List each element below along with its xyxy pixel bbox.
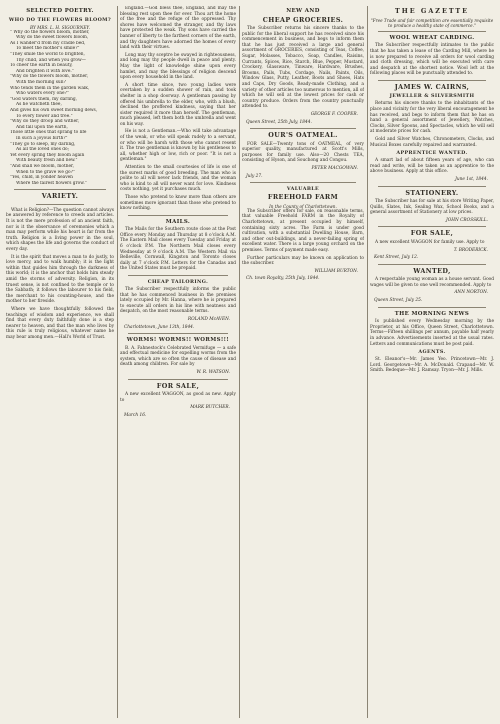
- freehold-text: The Subscriber offers for sale, on reasonable terms, that valuable Freehold FARM in the Royalty of Charlottetown, at present occupied by himself, containing sixty acres. The Farm is under good cultivation, with a substantial Dwelling House, Barn, and other out-buildings, and a never-failing spring of excellent water. There is a large young orchard on the premises. Terms of payment made easy.: [242, 208, 364, 254]
- article-paragraph: Attention to the small courtesies of life is one of the surest marks of good breeding. The man who is polite to all will never lack friends, and the woman who is kind to all will never want for love. Kindness costs nothing, yet it purchases much.: [120, 165, 236, 193]
- cheap-tailoring-header: CHEAP TAILORING.: [147, 279, 209, 286]
- for-sale-date: March 16.: [124, 412, 147, 418]
- column-divider: [239, 6, 240, 718]
- jeweller-text: Returns his sincere thanks to the inhabitants of the place and vicinity for the very liberal encouragement he has received, and begs to inform them that he has on hand a general assortment of Jewellery, Watches, Clocks, Silver Spoons, and Spectacles, which he will sell at moderate prices for cash.: [370, 101, 494, 135]
- section-rule: [128, 275, 228, 276]
- for-sale-header: FOR SALE,: [156, 381, 200, 390]
- stationery-signature: JOHN CROSSKILL.: [446, 217, 488, 223]
- poem-line: Those little ones that sprang to life: [10, 130, 87, 136]
- apprentice-header: APPRENTICE WANTED.: [396, 150, 468, 157]
- oatmeal-date: July 27.: [246, 173, 263, 179]
- agents-text: St. Eleanor's—Mr. James Yeo. Princetown—Mr. J. Lord. Georgetown—Mr. A. McDonald. Crapaud—Mr. W. Smith. Bedeque—Mr. J. Ramsay. Tryon—Mr. J. Mills.: [370, 357, 494, 374]
- poem-line: "Why do the flowers bloom, mother,: [10, 74, 89, 80]
- poem-line: As all the loved ones do;: [16, 147, 70, 153]
- poem-body: [6, 30, 114, 187]
- worms-text: B. A. Fahnestock's Celebrated Vermifuge — a safe and effectual medicine for expelling worms from the system, which are so often the cause of disease and death among children. For sale by: [120, 345, 236, 368]
- wanted-date: Queen Street, July 25.: [374, 298, 423, 304]
- jeweller-name: JAMES W. CAIRNS,: [394, 82, 470, 91]
- article-paragraph: He is not a Gentleman.—Who will take advantage of the weak, or who will speak rudely to a servant, or who will be harsh with those who cannot resent it. The true gentleman is known by his gentleness to all, whether high or low, rich or poor. "It is not a gentleman.": [120, 129, 236, 163]
- agents-header: AGENTS.: [418, 349, 446, 356]
- apprentice-text: A smart lad of about fifteen years of age, who can read and write, will be taken as an apprentice to the above business. Apply at this office.: [370, 158, 494, 175]
- section-rule: [378, 186, 486, 187]
- worms-signature: W. R. WATSON.: [196, 370, 230, 376]
- cheap-tailoring-date: Charlottetown, June 13th, 1844.: [124, 324, 195, 330]
- stationery-header: STATIONERY.: [405, 188, 459, 197]
- worms-header: WORMS! WORMS!! WORMS!!!: [126, 337, 230, 344]
- poem-line: And gives his own sweet morning dews,: [10, 108, 98, 114]
- article-paragraph: Long may thy sceptre be swayed in righteousness, and long may thy people dwell in peace and plenty. May the light of knowledge shine upon every hamlet, and may the blessings of religion descend upon every household in the land.: [120, 52, 236, 81]
- poem-line: Who tends them in the garden walk,: [10, 85, 90, 91]
- mails-text: The Mails for the Southern route close at the Post Office every Monday and Thursday at 8 o'clock A.M. The Eastern Mail closes every Tuesday and Friday at 6 o'clock P.M. The Northern Mail closes every Wednesday at 9 o'clock A.M. The Western Mail via Belleville, Cornwall, Kingston and Toronto closes daily at 7 o'clock P.M. Letters for the Canadas and the United States must be prepaid.: [120, 227, 236, 272]
- motto: "Free Trade and fair competition are essentially requisite to produce a healthy state of commerce.": [370, 17, 494, 28]
- poem-line: To every flower and tree.": [16, 113, 73, 119]
- for-sale-signature: MARK BUTCHER.: [190, 405, 230, 411]
- poetry-header: SELECTED POETRY.: [26, 8, 94, 14]
- freehold-subheader: In the County of Charlottetown.: [269, 203, 337, 209]
- section-rule: [378, 307, 486, 308]
- poem-title: WHO DO THE FLOWERS BLOOM?: [8, 16, 112, 23]
- poem-line: To cheer the earth in beauty,: [10, 63, 73, 69]
- freehold-signature: WILLIAM BURTON.: [314, 268, 358, 274]
- poem-line: And fall upon the earth,: [16, 124, 68, 130]
- poem-line: "Yes, child, in yonder heaven: [10, 175, 73, 181]
- poem-line: To meet the mother's smile?": [16, 46, 80, 52]
- article-paragraph: Those who pretend to know more than others are sometimes more ignorant than those who pretend to know nothing.: [120, 195, 236, 212]
- article-paragraph: A short time since, two young ladies were overtaken by a sudden shower of rain, and took shelter in a shop doorway. A gentleman passing by offered his umbrella to the elder, who, with a blush, declined the proffered kindness, saying that her sister required it more than herself. The gentleman, much pleased, left them both the umbrella and went on his way.: [120, 82, 236, 127]
- apprentice-date: June 1st, 1844.: [455, 177, 488, 182]
- freehold-farm-header: FREEHOLD FARM: [267, 193, 339, 202]
- poem-line: "And shall we bloom, mother,: [10, 163, 74, 169]
- section-rule: [128, 333, 228, 334]
- groceries-text: The Subscriber returns his sincere thanks to the public for the liberal support he has received since his commencement in business, and begs to inform them that he has just received a large and general assortment of GROCERIES, consisting of Teas, Coffee, Sugar, Molasses, Tobacco, Soap, Candles, Raisins, Currants, Spices, Rice, Starch, Blue, Pepper, Mustard, Crockery, Glassware, Tinware, Hardware, Brushes, Brooms, Pails, Tubs, Cordage, Nails, Paints, Oils, Window Glass, Putty, Leather, Boots and Shoes, Hats and Caps, Dry Goods, Ready-made Clothing, and a variety of other articles too numerous to mention, all of which he will sell at the lowest prices for cash or country produce. Orders from the country punctually attended to.: [242, 26, 364, 110]
- morning-news-header: THE MORNING NEWS: [394, 310, 470, 317]
- article-paragraph: Where we have thoughtfully followed the teachings of wisdom and experience, we shall find that every duty faithfully done is a step nearer to heaven, and that the man who lives by this rule is truly religious, whatever name he may bear among men.—Hall's World of Trust.: [6, 306, 114, 340]
- column-divider: [117, 6, 118, 718]
- section-rule: [378, 31, 486, 32]
- wanted-header: WANTED,: [413, 266, 451, 275]
- oatmeal-text: FOR SALE—Twenty tons of OATMEAL, of very superior quality, manufactured at Scott's Mills, purposes for family use. Also—20 Chests TEA, consisting of Hyson, and Souchong and Congou.: [242, 141, 364, 164]
- freehold-text: Further particulars may be known on application to the subscriber.: [242, 255, 364, 267]
- stationery-text: The Subscriber has for sale at his store Writing Paper, Quills, Slates, Ink, Sealing Wax, School Books, and a general assortment of Stationery at low prices.: [370, 199, 494, 216]
- column-4: [370, 6, 494, 718]
- cheap-groceries-header: CHEAP GROCERIES.: [262, 15, 344, 24]
- oatmeal-signature: PETER MACGOWAN.: [311, 165, 358, 171]
- new-and-header: NEW AND: [286, 8, 320, 14]
- oatmeal-header: OUR'S OATMEAL.: [268, 131, 338, 140]
- for-sale-text: A new excellent WAGGON for family use. Apply to: [375, 239, 485, 245]
- poem-line: "Why do they droop and wither,: [10, 119, 80, 125]
- poem-line: As he watcheth thee,: [16, 102, 62, 108]
- poem-line: Yet every spring they bloom again: [10, 152, 85, 158]
- poem-line: "God waters them, my darling,: [10, 96, 77, 102]
- wanted-signature: ANN NORTON.: [454, 290, 488, 296]
- wool-carding-text: The Subscriber respectfully intimates to the public that he has taken a lease of the Carding Mill, where he is now prepared to receive all orders for wool carding and cloth dressing, which will be executed with care and despatch at the shortest notice. Wool left at the following places will be punctually attended to.: [370, 43, 494, 77]
- section-rule: [378, 226, 486, 227]
- poem-line: " Why do the flowers bloom, mother,: [10, 29, 90, 35]
- for-sale-signature: T. BRODERICK.: [453, 247, 488, 253]
- poem-line: Where the fairest flowers grow.": [16, 180, 87, 186]
- section-rule: [14, 189, 106, 190]
- section-rule: [128, 379, 228, 380]
- cheap-tailoring-signature: ROLAND McAVEN.: [187, 317, 230, 322]
- poem-line: In such a joyous birth?": [16, 135, 68, 141]
- for-sale-header: FOR SALE,: [410, 229, 454, 238]
- poem-line: When to the grave we go?": [16, 169, 75, 175]
- poem-line: "They smile the world to brighten,: [10, 52, 85, 58]
- groceries-signature: GEORGE F. COOPER.: [310, 111, 358, 117]
- poem-line: And brighten it with love.": [16, 68, 74, 74]
- for-sale-date: Kent Street, July 12.: [374, 255, 419, 261]
- section-rule: [250, 182, 356, 183]
- freehold-date: Ch. town Royalty, 25th July, 1844.: [246, 276, 320, 282]
- poem-line: Why do the sweet flowers bloom,: [16, 35, 89, 41]
- poem-byline: BY MRS. L. H. SIGOURNEY.: [30, 24, 90, 30]
- section-rule: [378, 80, 486, 81]
- for-sale-text: A new excellent WAGGON, as good as new. Apply to: [120, 392, 236, 403]
- morning-news-text: Is published every Wednesday morning by the Proprietor, at his Office, Queen Street, Charlottetown. Terms—Fifteen shillings per annum, payable half yearly in advance. Advertisements inserted at the usual rates. Letters and communications must be post paid.: [370, 319, 494, 347]
- poem-line: Thy child, and when you grow—: [16, 57, 86, 63]
- article-paragraph: England.—God bless thee, England, and may the blessing rest upon thee for ever. Thou art the home of the free and the refuge of the oppressed. Thy shores have welcomed the stranger, and thy laws have protected the weak. Thy sons have carried the banner of liberty to the farthest corners of the earth, and thy daughters have adorned the homes of every land with their virtues.: [120, 6, 236, 51]
- cheap-tailoring-text: The Subscriber respectfully informs the public that he has commenced business in the premises lately occupied by Mr. Hanna, where he is prepared to execute all orders in his line with neatness and despatch, on the most reasonable terms.: [120, 287, 236, 315]
- wool-carding-header: WOOL WHEAT CARDING.: [389, 34, 475, 41]
- variety-header: VARIETY.: [41, 192, 79, 201]
- poem-line: With beauty fresh and new.": [16, 158, 78, 164]
- column-1: [6, 6, 114, 718]
- column-2: [120, 6, 236, 718]
- section-rule: [378, 264, 486, 265]
- groceries-date: Queen Street, 25th July, 1844.: [246, 119, 312, 125]
- section-rule: [36, 204, 84, 205]
- column-3: [242, 6, 364, 718]
- section-rule: [250, 128, 356, 129]
- section-rule: [128, 215, 228, 216]
- article-paragraph: It is the spirit that moves a man to do justly, to love mercy, and to walk humbly; it is the light within that guides him through the darkness of this world; it is the anchor that holds him steady amid the storms of adversity. Religion, in its truest sense, is not confined to the temple or to the Sabbath; it follows the labourer to his field, the merchant to his counting-house, and the mother to her fireside.: [6, 254, 114, 305]
- jeweller-header: JEWELLER & SILVERSMITH: [389, 93, 475, 100]
- jeweller-text: Gold and Silver Watches, Chronometers, Clocks, and Musical Boxes carefully repaired and warranted.: [370, 137, 494, 148]
- poem-line: Who waters every one?": [16, 91, 69, 97]
- masthead: THE GAZETTE: [395, 7, 469, 15]
- wanted-text: A respectable young woman as a house servant. Good wages will be given to one well recommended. Apply to: [370, 277, 494, 288]
- poem-line: As I wander'd from my cradle bed,: [10, 40, 86, 46]
- poem-line: With the morning sun?: [16, 80, 66, 86]
- article-paragraph: What is Religion?—The question cannot always be answered by reference to creeds and articles. It is not the mere profession of an ancient faith, nor is it the observance of ceremonies which a man may perform while his heart is far from the truth. Religion is a living power in the soul, which shapes the life and governs the conduct of every day.: [6, 207, 114, 252]
- poem-line: "They go to sleep, my darling,: [10, 141, 76, 147]
- column-divider: [367, 6, 368, 718]
- valuable-header: VALUABLE: [286, 186, 320, 193]
- mails-header: MAILS.: [165, 218, 191, 225]
